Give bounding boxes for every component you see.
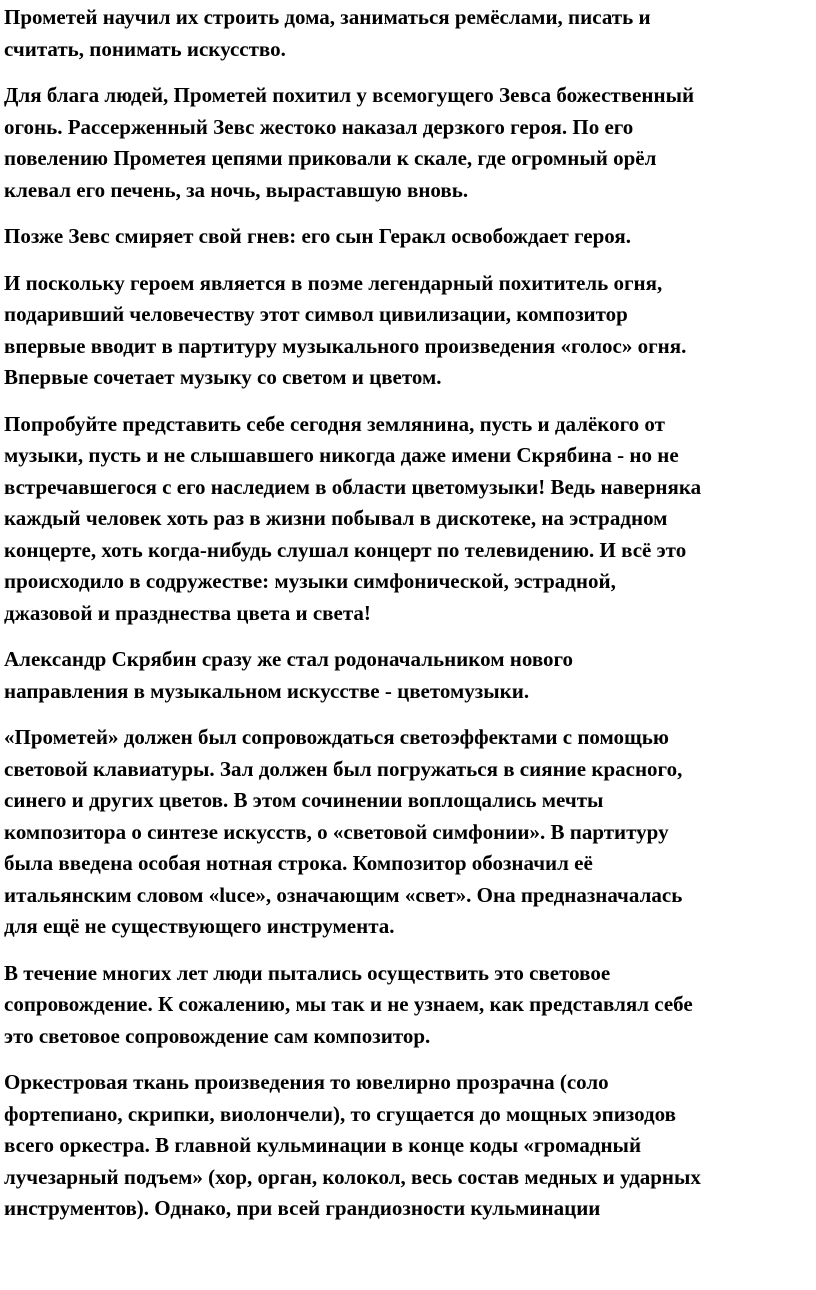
text-line: была введена особая нотная строка. Композитор обозначил её bbox=[4, 851, 593, 875]
text-line: повелению Прометея цепями приковали к скале, где огромный орёл bbox=[4, 146, 657, 170]
text-line: сопровождение. К сожалению, мы так и не узнаем, как представлял себе bbox=[4, 992, 693, 1016]
text-line: подаривший человечеству этот символ цивилизации, композитор bbox=[4, 302, 628, 326]
paragraph-6 bbox=[4, 644, 812, 707]
text-line: Прометей научил их строить дома, заниматься ремёслами, писать и bbox=[4, 5, 651, 29]
text-line: для ещё не существующего инструмента. bbox=[4, 914, 395, 938]
text-line: Попробуйте представить себе сегодня землянина, пусть и далёкого от bbox=[4, 411, 665, 436]
paragraph-7 bbox=[4, 722, 812, 943]
text-line: впервые вводит в партитуру музыкального произведения «голос» огня. bbox=[4, 333, 687, 358]
text-line: В течение многих лет люди пытались осуществить это световое bbox=[4, 960, 611, 985]
text-line: Впервые сочетает музыку со светом и цветом. bbox=[4, 365, 442, 389]
text-line: происходило в содружестве: музыки симфонической, эстрадной, bbox=[4, 569, 616, 593]
text-line: итальянским словом «luce», означающим «свет». Она предназначалась bbox=[4, 882, 683, 907]
paragraph-5 bbox=[4, 409, 812, 630]
text-line: всего оркестра. В главной кульминации в конце коды «громадный bbox=[4, 1133, 642, 1157]
text-line: «Прометей» должен был сопровождаться светоэффектами с помощью bbox=[4, 725, 669, 749]
text-line: Позже Зевс смиряет свой гнев: его сын Геракл освобождает героя. bbox=[4, 224, 632, 248]
paragraph-1 bbox=[4, 2, 812, 65]
text-line: Оркестровая ткань произведения то ювелирно прозрачна (соло bbox=[4, 1070, 609, 1094]
text-line: каждый человек хоть раз в жизни побывал в дискотеке, на эстрадном bbox=[4, 506, 668, 530]
paragraph-2 bbox=[4, 80, 812, 206]
document-page bbox=[4, 2, 812, 1240]
text-line: огонь. Рассерженный Зевс жестоко наказал дерзкого героя. По его bbox=[4, 114, 634, 139]
text-line: музыки, пусть и не слышавшего никогда даже имени Скрябина - но не bbox=[4, 443, 679, 467]
text-line: считать, понимать искусство. bbox=[4, 36, 286, 61]
paragraph-8 bbox=[4, 958, 812, 1053]
text-line: направления в музыкальном искусстве - цветомузыки. bbox=[4, 678, 530, 703]
text-line: это световое сопровождение сам композитор. bbox=[4, 1023, 431, 1048]
text-line: синего и других цветов. В этом сочинении воплощались мечты bbox=[4, 788, 604, 812]
text-line: клевал его печень, за ночь, выраставшую вновь. bbox=[4, 177, 469, 202]
paragraph-4 bbox=[4, 268, 812, 394]
text-line: Для блага людей, Прометей похитил у всемогущего Зевса божественный bbox=[4, 83, 695, 107]
text-line: лучезарный подъем» (хор, орган, колокол, весь состав медных и ударных bbox=[4, 1164, 701, 1189]
text-line: джазовой и празднества цвета и света! bbox=[4, 600, 371, 625]
text-line: встречавшегося с его наследием в области цветомузыки! Ведь наверняка bbox=[4, 474, 702, 499]
text-line: концерте, хоть когда-нибудь слушал концерт по телевидению. И всё это bbox=[4, 537, 687, 562]
text-line: Александр Скрябин сразу же стал родоначальником нового bbox=[4, 647, 574, 671]
text-line: световой клавиатуры. Зал должен был погружаться в сияние красного, bbox=[4, 756, 683, 781]
text-line: композитора о синтезе искусств, о «световой симфонии». В партитуру bbox=[4, 819, 669, 844]
paragraph-9 bbox=[4, 1067, 812, 1225]
paragraph-3 bbox=[4, 221, 812, 253]
text-line: И поскольку героем является в поэме легендарный похититель огня, bbox=[4, 270, 663, 295]
text-line: инструментов). Однако, при всей грандиозности кульминации bbox=[4, 1196, 601, 1220]
text-line: фортепиано, скрипки, виолончели), то сгущается до мощных эпизодов bbox=[4, 1101, 676, 1126]
